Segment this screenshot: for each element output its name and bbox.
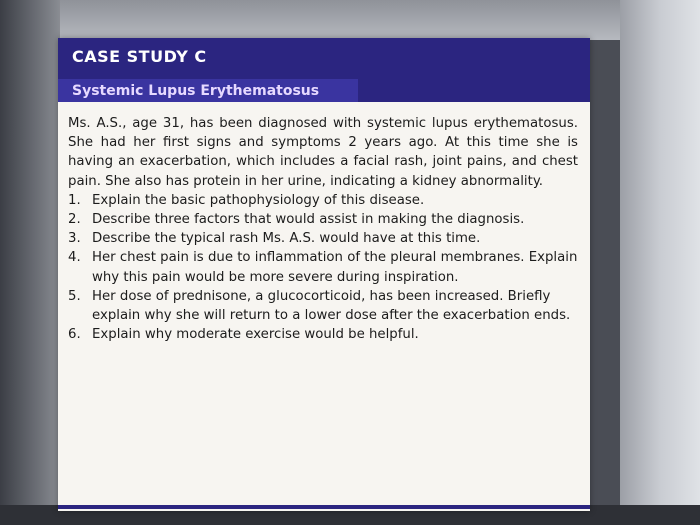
question-item [68, 248, 578, 286]
question-number: 1. [68, 192, 81, 208]
case-intro-paragraph: Ms. A.S., age 31, has been diagnosed with systemic lupus erythematosus. She had her first signs and symptoms 2 years ago. At this time she is having an exacerbation, which includes a facial rash, joint pains, and chest pain. She also has protein in her urine, indicating a kidney abnormality. [68, 116, 578, 189]
question-item [68, 287, 578, 325]
photo-background-left [0, 0, 60, 525]
photo-background-right [620, 0, 700, 525]
question-number: 2. [68, 212, 81, 228]
question-text: Describe the typical rash Ms. A.S. would have at this time. [92, 231, 481, 247]
bottom-rule [58, 505, 590, 509]
question-number: 3. [68, 231, 81, 247]
photo-background-top [0, 0, 700, 40]
question-number: 5. [68, 288, 81, 304]
question-text: Describe three factors that would assist in making the diagnosis. [92, 212, 525, 228]
case-study-title: CASE STUDY C [72, 47, 207, 66]
question-list [68, 191, 578, 345]
question-item [68, 229, 578, 248]
question-text: Explain why moderate exercise would be helpful. [92, 327, 419, 343]
question-number: 6. [68, 327, 81, 343]
question-item [68, 210, 578, 229]
question-item [68, 191, 578, 210]
textbook-page [58, 38, 590, 511]
question-text: Her chest pain is due to inflammation of the pleural membranes. Explain why this pain would be more severe during inspiration. [92, 250, 578, 285]
question-text: Explain the basic pathophysiology of this disease. [92, 192, 425, 208]
question-number: 4. [68, 250, 81, 266]
case-study-content [68, 114, 578, 344]
case-study-subtitle: Systemic Lupus Erythematosus [72, 83, 320, 99]
question-text: Her dose of prednisone, a glucocorticoid, has been increased. Briefly explain why she will return to a lower dose after the exacerbation ends. [92, 288, 571, 324]
question-item [68, 325, 578, 344]
